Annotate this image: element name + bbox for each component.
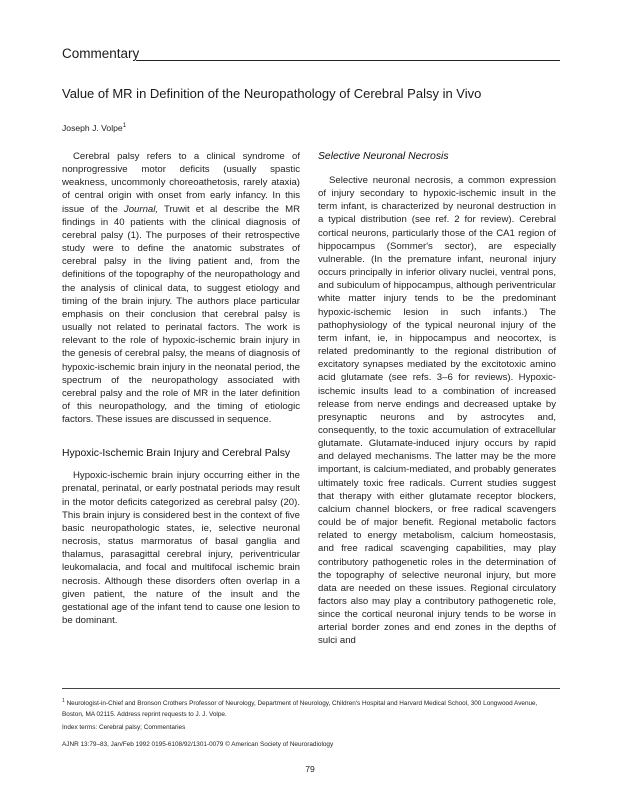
section-rule <box>136 60 560 61</box>
author-line <box>62 123 126 133</box>
hypoxic-ischemic-paragraph: Hypoxic-ischemic brain injury occurring either in the prenatal, perinatal, or early postnatal periods may result in the motor deficits categorized as cerebral palsy (20). This brain injury is considered best in the context of five basic neuropathologic states, ie, selective neuronal necrosis, status marmoratus of basal ganglia and thalamus, parasagittal cerebral injury, periventricular leukomalacia, and focal and multifocal ischemic brain necrosis. Although these disorders often overlap in a given patient, the nature of the insult and the gestational age of the infant tend to cause one lesion to be dominant. <box>62 470 300 626</box>
index-terms-value: Cerebral palsy; Commentaries <box>98 724 186 731</box>
intro-text-start: Cerebral palsy refers to a clinical syndrome of nonprogressive motor deficits (usually spastic weakness, uncommonly choreoathetosis, rarely ataxia) of central origin with onset from early infancy. In this issue of the <box>62 151 300 215</box>
section-heading-hypoxic-ischemic: Hypoxic-Ischemic Brain Injury and Cerebral Palsy <box>62 448 291 460</box>
citation-line: AJNR 13:79–83, Jan/Feb 1992 0195-6108/92/1301-0079 © American Society of Neuroradiology <box>62 741 334 748</box>
right-column <box>318 150 556 648</box>
index-terms-label: Index terms: <box>62 724 98 731</box>
author-footnote-mark: 1 <box>122 123 127 130</box>
footnote-mark: 1 <box>62 697 65 704</box>
section-label: Commentary <box>62 46 140 61</box>
journal-name: Journal, <box>123 203 159 215</box>
index-terms <box>62 724 185 731</box>
selective-neuronal-necrosis-paragraph: Selective neuronal necrosis, a common expression of injury secondary to hypoxic-ischemic insult in the term infant, is characterized by neuronal destruction in a typical distribution (see ref. 2 for review). Cerebral cortical neurons, particularly those of the CA1 region of hippocampus (Sommer's sector), are especially vulnerable. (In the premature infant, neuronal injury occurs principally in inferior olivary nuclei, ventral pons, and subiculum of hippocampus, although periventricular white matter injury tends to be the predominant hypoxic-ischemic lesion in such infants.) The pathophysiology of the typical neuronal injury of the term infant, ie, in hippocampus and neocortex, is related predominantly to the regional distribution of excitatory synapses mediated by the excitotoxic amino acid glutamate (see refs. 3–6 for reviews). Hypoxic-ischemic insults lead to a combination of increased release from nerve endings and decreased uptake by presynaptic neurons and by astrocytes and, consequently, to the toxic accumulation of extracellular glutamate. Glutamate-induced injury occurs by rapid and delayed mechanisms. The latter may be the more important, is calcium-mediated, and probably generates ultimately toxic free radicals. Current studies suggest that therapy with either glutamate receptor blockers, calcium channel blockers, or free radical scavengers could be of major benefit. Regional metabolic factors related to energy metabolism, calcium homeostasis, and free radical scavenging capabilities, may play contributory pathogenetic roles in the determination of the topography of selective neuronal injury, but more data are needed on these issues. Regional circulatory factors also may play a contributory pathogenetic role, since the cortical neuronal injury tends to be worse in arterial border zones and end zones in the depths of sulci and <box>318 175 556 647</box>
intro-paragraph <box>62 150 300 426</box>
intro-text-end: Truwit et al describe the MR findings in 40 patients with the clinical diagnosis of cerebral palsy (1). The purposes of their retrospective study were to define the anatomic substrates of cerebral palsy in the living patient and, from the definitions of the topography of the neuropathology and the analysis of clinical data, to suggest etiology and timing of the brain injury. The authors place particular emphasis on their conclusion that cerebral palsy is usually not related to perinatal factors. The work is relevant to the role of hypoxic-ischemic brain injury in the genesis of cerebral palsy, the means of diagnosis of hypoxic-ischemic brain injury in the neonatal period, the spectrum of the neuropathology associated with cerebral palsy and the role of MR in the later definition of this neuropathology, and the timing of etiologic factors. These issues are discussed in sequence. <box>62 203 300 426</box>
page-number: 79 <box>305 764 315 774</box>
footnote <box>62 698 558 720</box>
section-heading-selective-neuronal-necrosis: Selective Neuronal Necrosis <box>318 151 449 162</box>
author-name: Joseph J. Volpe <box>62 123 123 133</box>
article-title: Value of MR in Definition of the Neuropathology of Cerebral Palsy in Vivo <box>62 86 482 101</box>
footnote-text: Neurologist-in-Chief and Bronson Crothers Professor of Neurology, Department of Neurology, Children's Hospital and Harvard Medical School, 300 Longwood Avenue, Boston, MA 02115. Address reprint requests to J. J. Volpe. <box>62 700 538 718</box>
left-column <box>62 150 300 627</box>
footnote-rule <box>62 688 560 689</box>
